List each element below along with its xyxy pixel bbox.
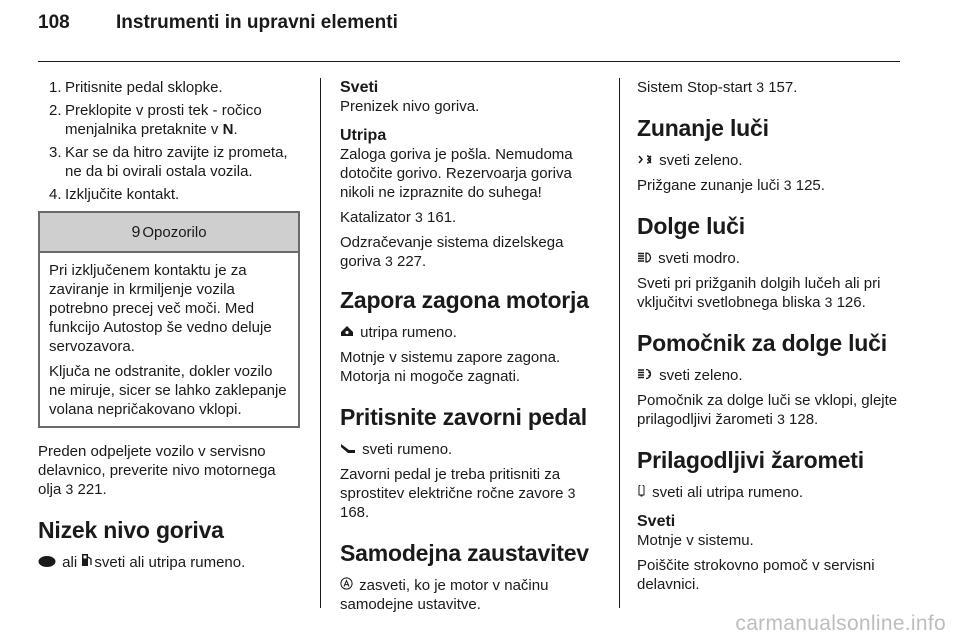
utripa-text: Zaloga goriva je pošla. Nemudoma dotočite gorivo. Rezervoarja goriva nikoli ne izpraznite do suhega! <box>340 146 573 201</box>
fuel-status <box>38 553 300 572</box>
immobiliser-heading: Zapora zagona motorja <box>340 287 589 313</box>
list-item <box>38 143 300 181</box>
ref-arrow-icon: 3 <box>824 294 833 310</box>
status-text: sveti modro. <box>658 250 740 267</box>
page-ref[interactable]: 128. <box>789 411 819 428</box>
step-number: 3. <box>49 144 62 161</box>
status-text: utripa rumeno. <box>360 324 457 341</box>
exterior-heading: Zunanje luči <box>637 115 769 141</box>
afl-sveti-text: Motnje v sistemu. <box>637 532 754 549</box>
page-ref[interactable]: 221. <box>77 481 107 498</box>
assist-heading: Pomočnik za dolge luči <box>637 330 887 356</box>
brake-text <box>340 465 598 522</box>
warning-text: Ključa ne odstranite, dokler vozilo ne miruje, sicer se lahko zaklepanje volana nepričakovano vklopi. <box>49 363 287 418</box>
list-item <box>38 101 300 139</box>
high-beam-icon <box>637 249 652 268</box>
exterior-description: Prižgane zunanje luči <box>637 177 780 194</box>
warning-text: Pri izključenem kontaktu je za zaviranje in krmiljenje vozila potrebno precej več moči. Med funkcijo Autostop še vedno deluje servozavora. <box>49 262 272 355</box>
service-paragraph <box>38 442 300 499</box>
page-title: Instrumenti in upravni elementi <box>116 12 398 33</box>
afl-sveti-text: Poiščite strokovno pomoč v servisni delavnici. <box>637 557 875 593</box>
status-text: sveti rumeno. <box>362 441 453 458</box>
status-text: sveti ali utripa rumeno. <box>652 484 804 501</box>
highbeam-text <box>637 274 902 312</box>
status-text: sveti zeleno. <box>659 152 743 169</box>
status-text: sveti zeleno. <box>659 367 743 384</box>
autostop-icon <box>340 576 353 595</box>
immobiliser-icon <box>340 323 354 342</box>
exterior-light-icon <box>637 151 653 170</box>
katalizator-text: Katalizator <box>340 209 411 226</box>
sveti-heading: Sveti <box>340 79 379 96</box>
page-header <box>38 12 398 34</box>
highbeam-status <box>637 249 902 268</box>
ref-arrow-icon: 3 <box>783 177 792 193</box>
utripa-heading: Utripa <box>340 127 387 144</box>
high-beam-assist-icon <box>637 366 653 385</box>
warning-body <box>40 253 298 426</box>
afl-heading: Prilagodljivi žarometi <box>637 447 864 473</box>
highbeam-description: Sveti pri prižganih dolgih lučeh ali pri vključitvi svetlobnega bliska <box>637 275 881 311</box>
column-2 <box>340 78 598 620</box>
diesel-fuel-icon <box>81 553 92 572</box>
status-text: zasveti, ko je motor v načinu samodejne ustavitve. <box>340 577 549 613</box>
exterior-status <box>637 151 902 170</box>
autostop-heading: Samodejna zaustavitev <box>340 540 589 566</box>
warning-box <box>38 211 300 428</box>
adaptive-light-icon <box>637 483 646 502</box>
immobiliser-status <box>340 323 598 342</box>
page-number: 108 <box>38 12 70 33</box>
brake-heading: Pritisnite zavorni pedal <box>340 404 587 430</box>
column-3 <box>637 78 902 600</box>
column-1 <box>38 78 300 578</box>
column-divider <box>320 78 321 608</box>
ref-arrow-icon: 3 <box>777 411 785 427</box>
assist-description: Pomočnik za dolge luči se vklopi, glejte prilagodljivi žarometi <box>637 392 898 428</box>
assist-text <box>637 391 902 429</box>
brake-description: Zavorni pedal je treba pritisniti za sprostitev električne ročne zavore <box>340 466 564 502</box>
katalizator-paragraph <box>340 208 598 227</box>
ref-arrow-icon: 3 <box>385 253 393 269</box>
page-ref[interactable]: 126. <box>836 294 866 311</box>
fuel-low-icon <box>38 553 56 572</box>
step-number: 2. <box>49 102 62 119</box>
fuel-heading: Nizek nivo goriva <box>38 517 224 543</box>
service-text: Preden odpeljete vozilo v servisno delavnico, preverite nivo motornega olja <box>38 443 276 498</box>
column-divider <box>619 78 620 608</box>
exterior-text <box>637 176 902 195</box>
ref-arrow-icon: 3 <box>756 79 765 95</box>
step-text: Izključite kontakt. <box>65 186 180 203</box>
brake-status <box>340 440 598 459</box>
afl-status <box>637 483 902 502</box>
odzracevanje-paragraph <box>340 233 598 271</box>
header-divider <box>38 61 900 62</box>
warning-title: Opozorilo <box>142 223 207 241</box>
odzracevanje-text: Odzračevanje sistema dizelskega goriva <box>340 234 564 270</box>
immobiliser-text: Motnje v sistemu zapore zagona. Motorja ni mogoče zagnati. <box>340 349 561 385</box>
brake-pedal-icon <box>340 440 356 459</box>
page-ref[interactable]: 227. <box>397 253 427 270</box>
warning-header <box>40 213 298 253</box>
gear-label: N <box>222 121 234 138</box>
watermark: carmanualsonline.info <box>735 612 946 635</box>
step-number: 4. <box>49 186 62 203</box>
step-text: Preklopite v prosti tek - ročico menjalnika pretaknite v <box>65 102 262 138</box>
list-item <box>38 78 300 97</box>
stopstart-paragraph <box>637 78 902 97</box>
status-text: sveti ali utripa rumeno. <box>94 554 246 571</box>
page-ref[interactable]: 157. <box>768 79 798 96</box>
afl-sveti-heading: Sveti <box>637 513 676 530</box>
step-text-end: . <box>233 121 238 138</box>
autostop-status <box>340 576 598 614</box>
page-ref[interactable]: 161. <box>427 209 457 226</box>
stopstart-text: Sistem Stop-start <box>637 79 753 96</box>
page-ref[interactable]: 125. <box>795 177 825 194</box>
page-ref[interactable]: 168. <box>340 504 370 521</box>
status-text: ali <box>62 554 78 571</box>
warning-icon: 9 <box>131 223 141 241</box>
steps-list <box>38 78 300 204</box>
ref-arrow-icon: 3 <box>567 485 576 501</box>
highbeam-heading: Dolge luči <box>637 213 745 239</box>
assist-status <box>637 366 902 385</box>
list-item <box>38 185 300 204</box>
ref-arrow-icon: 3 <box>65 481 74 497</box>
sveti-text: Prenizek nivo goriva. <box>340 98 480 115</box>
step-number: 1. <box>49 79 62 96</box>
ref-arrow-icon: 3 <box>415 209 423 225</box>
step-text: Pritisnite pedal sklopke. <box>65 79 223 96</box>
step-text: Kar se da hitro zavijte iz prometa, ne da bi ovirali ostala vozila. <box>65 144 288 180</box>
